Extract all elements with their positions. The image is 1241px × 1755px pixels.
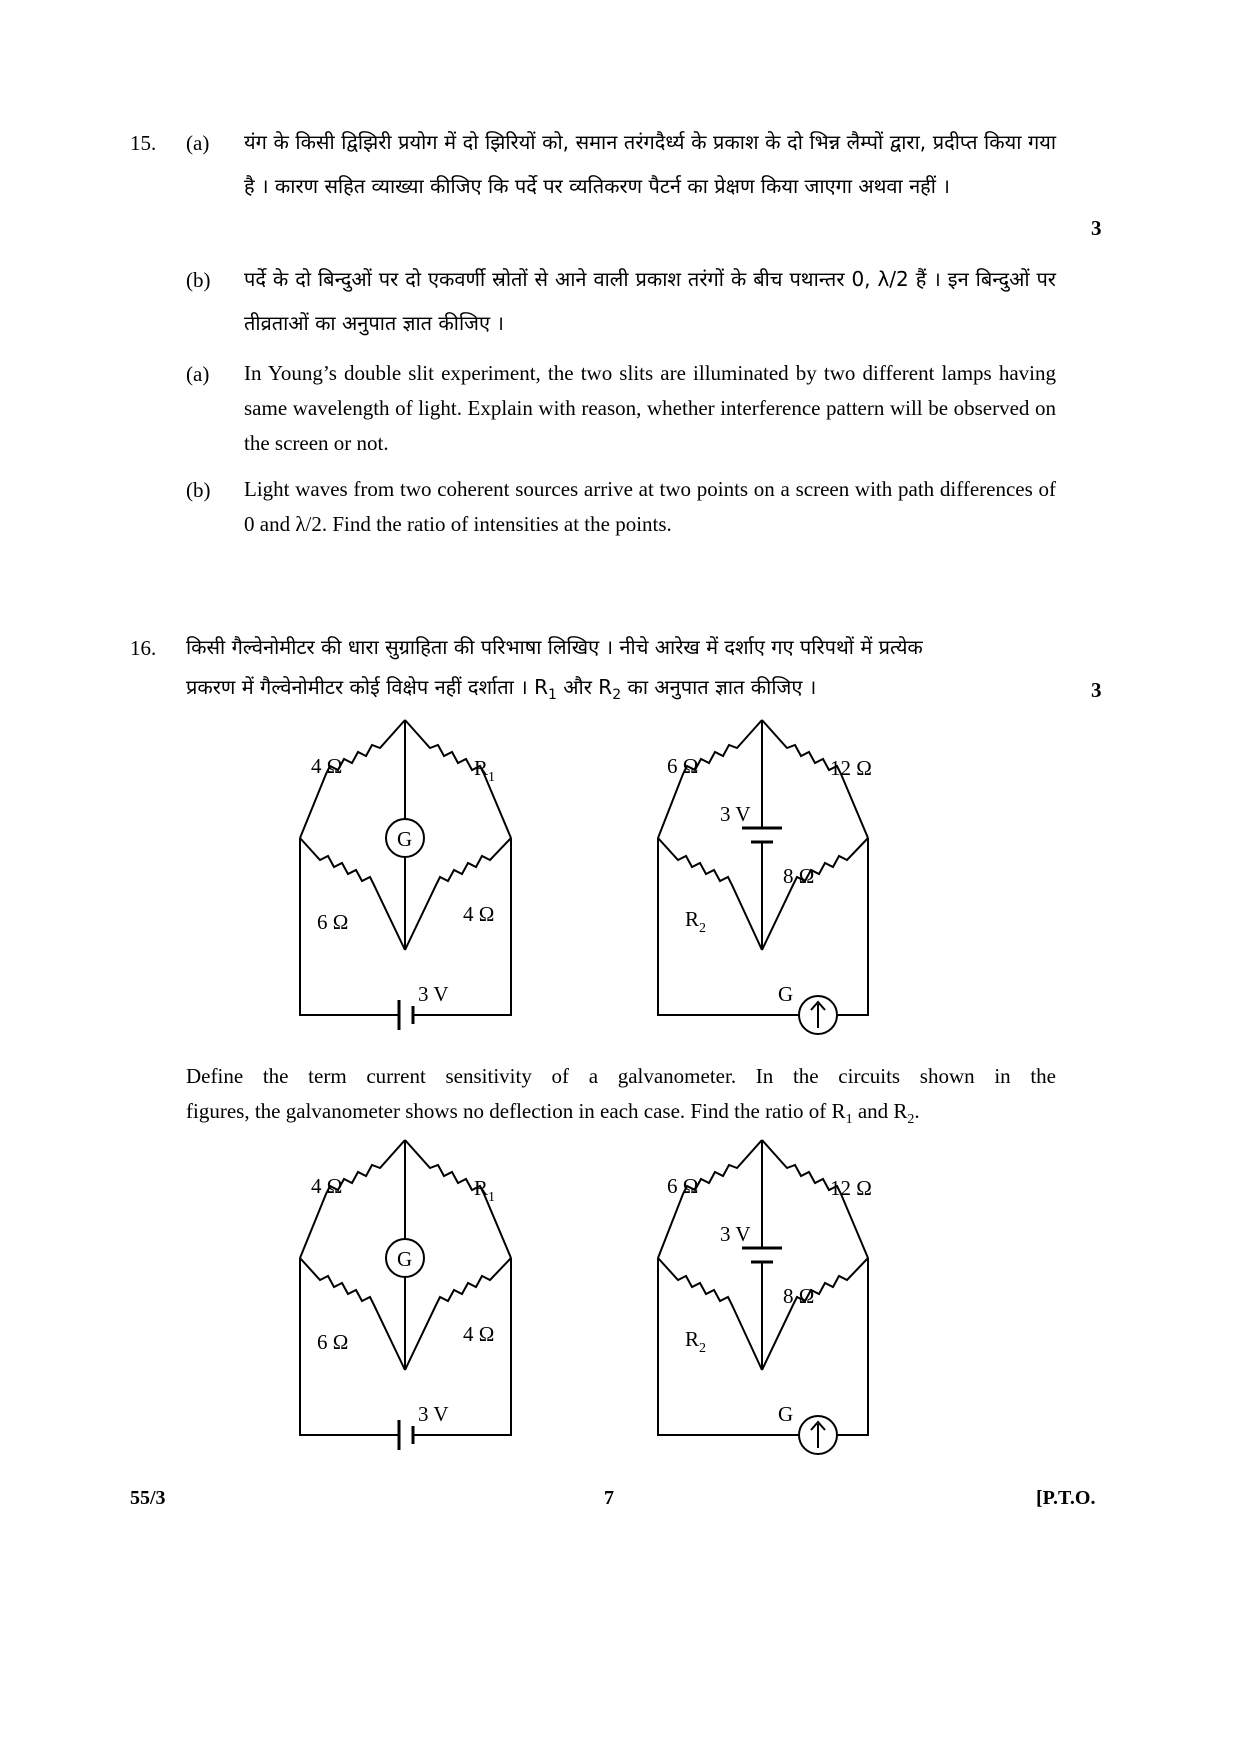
c2b-battery: 3 V (720, 1222, 751, 1246)
q16-eng-sub1: 1 (845, 1112, 853, 1128)
q16-hindi-sub1: 1 (548, 687, 557, 703)
c1b-galvanometer: G (397, 1247, 413, 1271)
c2-battery: 3 V (720, 802, 751, 826)
c2b-r-top-left: 6 Ω (667, 1174, 699, 1198)
c2-r-bottom-left: $R_2$ (685, 907, 707, 936)
q15-hindi-b-text: पर्दे के दो बिन्दुओं पर दो एकवर्णी स्रोतों से आने वाली प्रकाश तरंगों के बीच पथान्तर 0, λ/2 हैं । इन बिन्दुओं पर तीव्रताओं का अनुपात ज्ञात कीजिए । (244, 267, 1056, 335)
q16-marks: 3 (1091, 678, 1102, 702)
q15-eng-b-label: (b) (186, 478, 211, 502)
footer-page-number: 7 (604, 1487, 614, 1509)
c1b-battery: 3 V (418, 1402, 449, 1426)
q15-eng-a-label: (a) (186, 362, 210, 386)
c1-r-bottom-left: 6 Ω (317, 910, 349, 934)
c2b-r-top-right: 12 Ω (830, 1176, 872, 1200)
footer-code: 55/3 (130, 1487, 166, 1509)
q15-hindi-a-text: यंग के किसी द्विझिरी प्रयोग में दो झिरियों को, समान तरंगदैर्ध्य के प्रकाश के दो भिन्न लैम्पों द्वारा, प्रदीप्त किया गया है । कारण सहित व्याख्या कीजिए कि पर्दे पर व्यतिकरण पैटर्न का प्रेक्षण किया जाएगा अथवा नहीं । (244, 130, 1056, 198)
c1b-r-bottom-right: 4 Ω (463, 1322, 495, 1346)
q16-eng-line2-mid: and R (852, 1099, 908, 1123)
q16-hindi-line2-pre: प्रकरण में गैल्वेनोमीटर कोई विक्षेप नहीं दर्शाता । R (186, 675, 548, 699)
c2-galvanometer: G (778, 982, 794, 1006)
c1-battery: 3 V (418, 982, 449, 1006)
q15-marks: 3 (1091, 216, 1102, 240)
c1-r-top-right: $R_1$ (474, 756, 496, 785)
c2-r-top-left: 6 Ω (667, 754, 699, 778)
c1b-r-top-right: $R_1$ (474, 1176, 496, 1205)
q15-number: 15. (130, 131, 157, 155)
q16-eng-line1: Define the term current sensitivity of a galvanometer. In the circuits shown in the (186, 1064, 1056, 1088)
c2-r-bottom-right: 8 Ω (783, 864, 815, 888)
q16-eng-line2 (186, 1094, 1056, 1137)
q15-hindi-b-label: (b) (186, 268, 211, 292)
c2b-r-bottom-right: 8 Ω (783, 1284, 815, 1308)
c2b-r-bottom-left: $R_2$ (685, 1327, 707, 1356)
q15-eng-b-text: Light waves from two coherent sources arrive at two points on a screen with path differences of 0 and λ/2. Find the ratio of intensities at the points. (244, 477, 1056, 536)
q16-hindi-sub2: 2 (612, 687, 622, 703)
q16-hindi-line2-post: का अनुपात ज्ञात कीजिए । (621, 675, 817, 699)
c1-r-top-left: 4 Ω (311, 754, 343, 778)
q16-eng-line2-pre: figures, the galvanometer shows no deflection in each case. Find the ratio of R (186, 1099, 846, 1123)
q16-number: 16. (130, 636, 157, 660)
c1b-r-top-left: 4 Ω (311, 1174, 343, 1198)
c1-r-bottom-right: 4 Ω (463, 902, 495, 926)
q16-eng-sub2: 2 (907, 1112, 915, 1128)
c1-galvanometer: G (397, 827, 413, 851)
q16-hindi-line2-mid: और R (556, 675, 613, 699)
footer-pto: [P.T.O. (1036, 1487, 1096, 1509)
q16-hindi-line1: किसी गैल्वेनोमीटर की धारा सुग्राहिता की परिभाषा लिखिए । नीचे आरेख में दर्शाए गए परिपथों में प्रत्येक (186, 635, 923, 659)
c2-r-top-right: 12 Ω (830, 756, 872, 780)
q15-eng-a-text: In Young’s double slit experiment, the two slits are illuminated by two different lamps having same wavelength of light. Explain with reason, whether interference pattern will be observed on the screen or not. (244, 361, 1056, 455)
q16-eng-line2-post: . (914, 1099, 920, 1123)
q15-hindi-a-label: (a) (186, 131, 210, 155)
c1b-r-bottom-left: 6 Ω (317, 1330, 349, 1354)
c2b-galvanometer: G (778, 1402, 794, 1426)
